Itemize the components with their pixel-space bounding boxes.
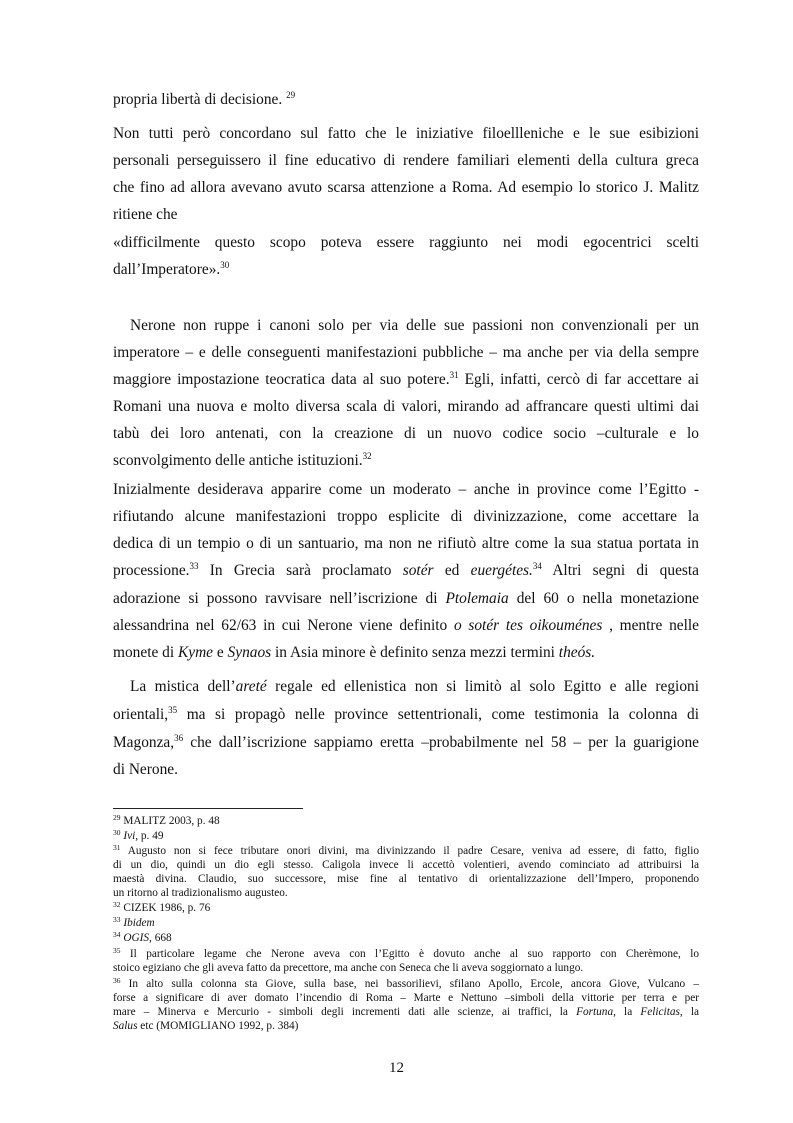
body-line: Inizialmente desiderava apparire come un moderato – anche in province come l’Egitto - [113, 481, 699, 498]
footnote-ref[interactable]: 34 [532, 561, 542, 571]
body-line: imperatore – e delle conseguenti manifestazioni pubbliche – ma anche per via della sempre [113, 344, 699, 361]
page-number: 12 [389, 1060, 404, 1076]
footnote-ref[interactable]: 30 [220, 260, 230, 270]
body-line: alessandrina nel 62/63 in cui Nerone viene definito o sotér tes oikouménes , mentre nelle [113, 617, 699, 634]
footnote-30: $^{30}$ Ivi, p. 49 [113, 828, 164, 842]
footnote-29: $^{29}$ MALITZ 2003, p. 48 [113, 813, 220, 827]
footnote-36-line: Salus etc (MOMIGLIANO 1992, p. 384) [113, 1020, 299, 1032]
footnote-34: $^{34}$ OGIS, 668 [113, 930, 172, 944]
footnote-separator [113, 808, 303, 809]
body-line: La mistica dell’areté regale ed ellenistica non si limitò al solo Egitto e alle regioni [130, 678, 699, 695]
body-line: sconvolgimento delle antiche istituzioni.$^{32}$ [113, 451, 372, 469]
footnote-36-line: forse a significare di aver domato l’incendio di Roma – Marte e Nettuno –simboli della vittorie per terra e per [113, 992, 699, 1004]
footnote-31-line: di un dio, quindi un dio egli stesso. Caligola invece li accettò volentieri, avendo cominciato ad attribuirsi la [113, 859, 699, 871]
footnote-ref[interactable]: 35 [168, 705, 178, 715]
quote-line: dall’Imperatore».$^{30}$ [113, 260, 230, 278]
footnote-ref[interactable]: 29 [286, 90, 296, 100]
footnote-35: $^{35}$ Il particolare legame che Nerone aveva con l’Egitto è dovuto anche al suo rapporto con Cherèmone, lo [113, 946, 699, 960]
footnote-ref[interactable]: 31 [449, 370, 459, 380]
footnote-ref[interactable]: 33 [189, 561, 199, 571]
body-line: dedica di un tempio o di un santuario, ma non ne rifiutò altre come la sua statua portata in [113, 535, 699, 552]
footnote-ref[interactable]: 36 [174, 733, 184, 743]
body-line: Nerone non ruppe i canoni solo per via delle sue passioni non convenzionali per un [130, 317, 699, 334]
body-line: personali perseguissero il fine educativo di rendere familiari elementi della cultura greca [113, 152, 699, 169]
footnote-35-line: stoico egiziano che gli aveva fatto da precettore, ma anche con Seneca che li aveva soggiornato a lungo. [113, 962, 584, 974]
body-line: Romani una nuova e molto diversa scala di valori, mirando ad affrancare questi ultimi dai [113, 398, 699, 415]
footnote-31: $^{31}$ Augusto non si fece tributare onori divini, ma divinizzando il padre Cesare, veniva ad essere, di fatto, figlio [113, 843, 699, 857]
body-line: tabù dei loro antenati, con la creazione di un nuovo codice socio –culturale e lo [113, 425, 699, 442]
quote-line: «difficilmente questo scopo poteva essere raggiunto nei modi egocentrici scelti [113, 234, 699, 251]
body-line: monete di Kyme e Synaos in Asia minore è definito senza mezzi termini theós. [113, 644, 596, 661]
body-line: di Nerone. [113, 761, 178, 778]
footnote-ref[interactable]: 32 [362, 451, 372, 461]
body-line: Magonza,$^{36}$ che dall’iscrizione sappiamo eretta –probabilmente nel 58 – per la guarigione [113, 733, 699, 751]
body-line: rifiutando alcune manifestazioni troppo esplicite di divinizzazione, come accettare la [113, 508, 699, 525]
footnote-36: $^{36}$ In alto sulla colonna sta Giove, sulla base, nei bassorilievi, sfilano Apollo, Ercole, ancora Giove, Vulcano – [113, 976, 699, 990]
footnote-32: $^{32}$ CIZEK 1986, p. 76 [113, 900, 211, 914]
footnote-36-line: mare – Minerva e Mercurio - simboli degli incrementi dati alle scienze, ai traffici, la Fortuna, la Felicitas, la [113, 1006, 699, 1018]
body-line: orientali,$^{35}$ ma si propagò nelle province settentrionali, come testimonia la colonna di [113, 705, 699, 723]
body-line: propria libertà di decisione. $^{29}$ [113, 90, 296, 108]
body-line: ritiene che [113, 206, 178, 223]
body-line: adorazione si possono ravvisare nell’iscrizione di Ptolemaia del 60 o nella monetazione [113, 590, 699, 607]
footnote-31-line: un ritorno al tradizionalismo augusteo. [113, 887, 288, 899]
footnote-33: $^{33}$ Ibidem [113, 915, 155, 929]
body-line: processione.$^{33}$ In Grecia sarà proclamato sotér ed euergétes.$^{34}$ Altri segni di questa [113, 561, 699, 579]
footnote-31-line: maestà divina. Claudio, suo successore, mise fine al tentativo di orientalizzazione dell’Impero, proponendo [113, 873, 699, 885]
body-line: che fino ad allora avevano avuto scarsa attenzione a Roma. Ad esempio lo storico J. Malitz [113, 179, 699, 196]
body-line: maggiore impostazione teocratica data al suo potere.$^{31}$ Egli, infatti, cercò di far accettare ai [113, 370, 700, 388]
body-line: Non tutti però concordano sul fatto che le iniziative filoellleniche e le sue esibizioni [113, 125, 699, 142]
